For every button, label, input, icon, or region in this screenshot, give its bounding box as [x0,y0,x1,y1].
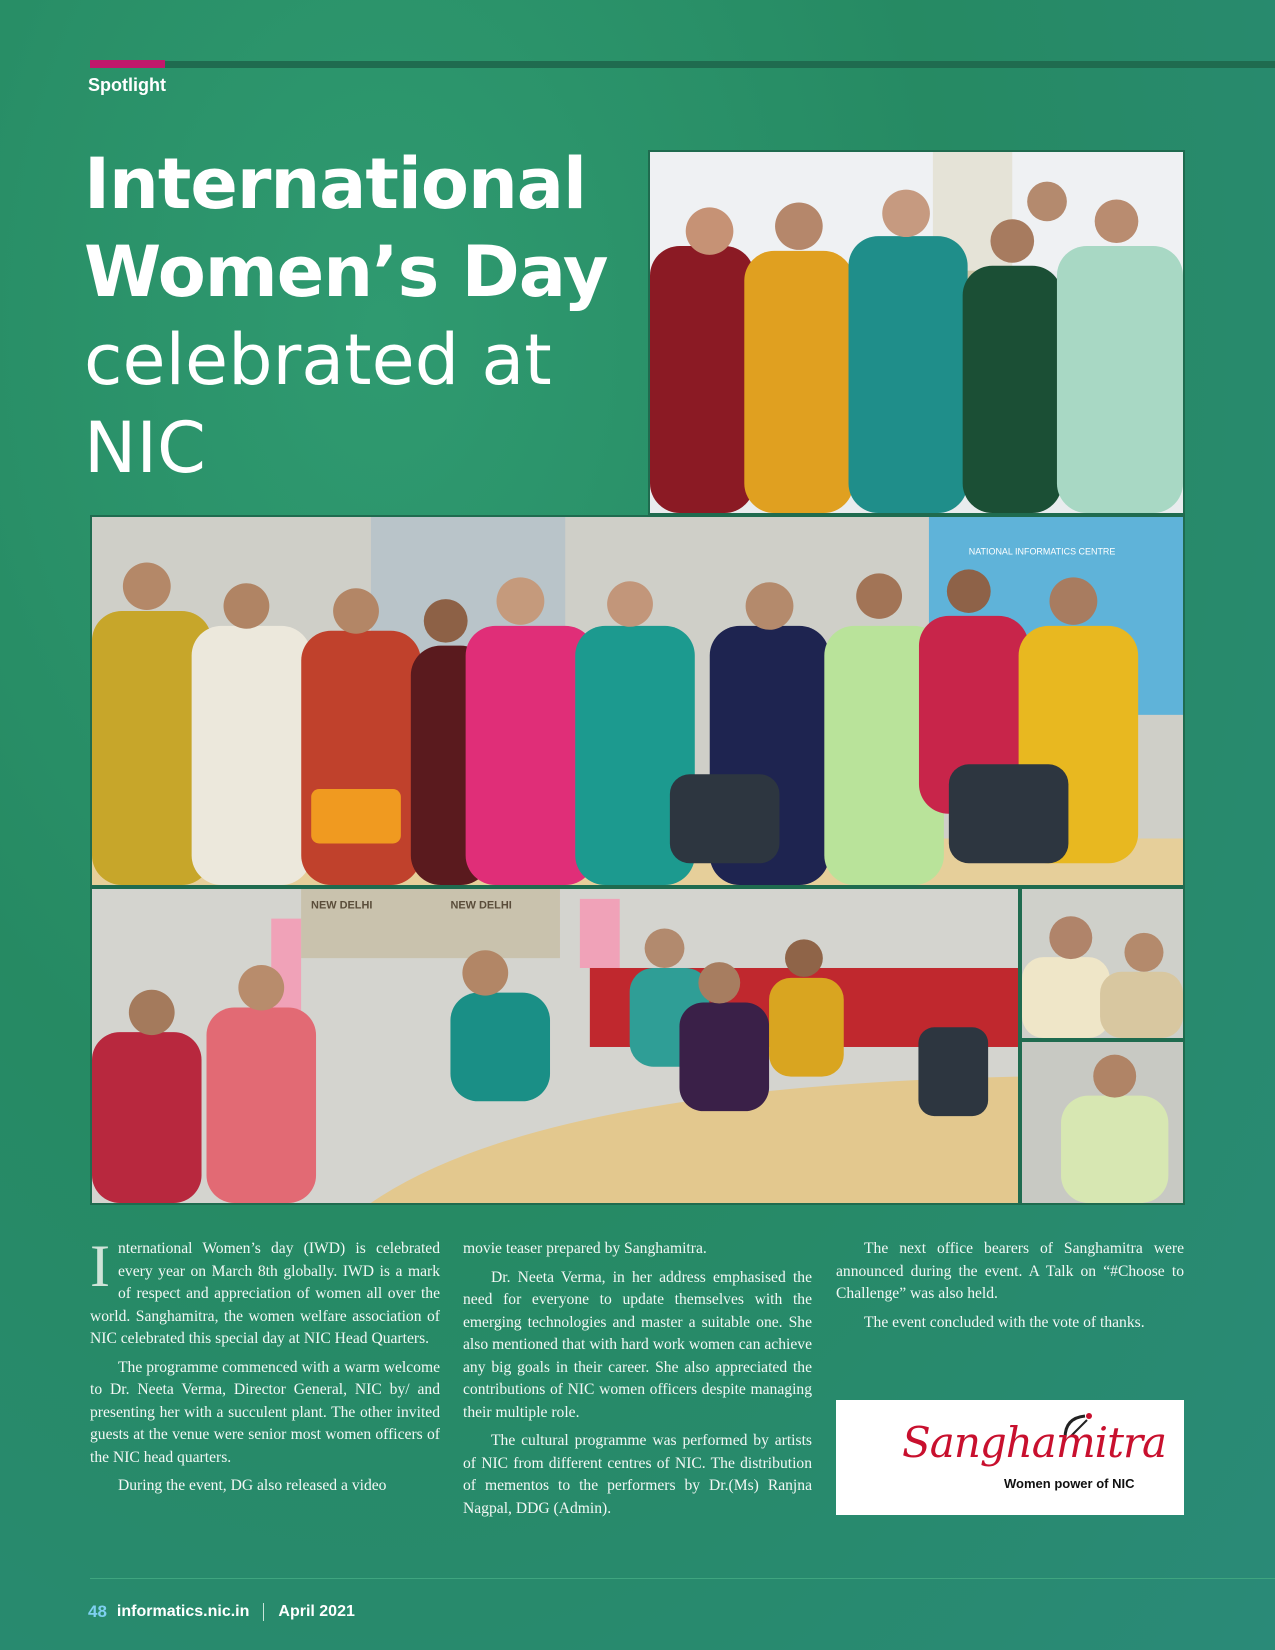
headline-line-3: celebrated at [84,319,552,401]
header-accent-bar [90,60,165,68]
article-column-1 [90,1233,440,1504]
article-column-3 [836,1238,1184,1340]
photo-sign-right: NEW DELHI [450,899,512,912]
dropcap: I [90,1233,110,1299]
sanghamitra-logo [836,1400,1184,1515]
article-column-2 [463,1238,812,1526]
article-paragraph: The next office bearers of Sanghamitra were announced during the event. A Talk on “#Choose to Challenge” was also held. [836,1240,1184,1302]
footer-separator [263,1603,264,1621]
photo-banner-text: NATIONAL INFORMATICS CENTRE [968,546,1116,557]
article-paragraph: movie teaser prepared by Sanghamitra. [463,1240,707,1257]
footer-issue: April 2021 [278,1603,355,1620]
photo-speakers [1020,887,1185,1040]
header-rule [90,61,1275,68]
headline-line-2: Women’s Day [84,231,608,313]
article-paragraph: The event concluded with the vote of thanks. [864,1313,1145,1331]
photo-meeting-table [90,887,1020,1205]
page-number: 48 [88,1602,107,1621]
photo-lamp-lighting [90,515,1185,887]
article-paragraph: The cultural programme was performed by artists of NIC from different centres of NIC. The distribution of mementos to the performers by Dr.(Ms) Ranjna Nagpal, DDG (Admin). [463,1432,812,1517]
photo-performer [1020,1040,1185,1205]
photo-sign-left: NEW DELHI [311,899,373,912]
photo-group-standing [648,150,1185,515]
headline-line-4: NIC [84,407,206,489]
headline [84,140,624,492]
footer [88,1602,355,1622]
section-label: Spotlight [88,75,166,95]
logo-name: Sanghamitra [902,1418,1167,1467]
article-text: nternational Women’s day (IWD) is celebrated every year on March 8th globally. IWD is a mark of respect and appreciation of women all over the world. Sanghamitra, the women welfare association of NIC celebrated this special day at NIC Head Quarters. [90,1240,440,1347]
article-paragraph: Dr. Neeta Verma, in her address emphasised the need for everyone to update themselves with the emerging technologies and master a suitable one. She also mentioned that with hard work women can achieve any big goals in their career. She also appreciated the contributions of NIC women officers despite managing their multiple role. [463,1268,812,1421]
article-paragraph: The programme commenced with a warm welcome to Dr. Neeta Verma, Director General, NIC by/ and presenting her with a succulent plant. The other invited guests at the venue were senior most women officers of the NIC head quarters. [90,1358,440,1466]
article-paragraph [90,1233,440,1351]
article-paragraph: During the event, DG also released a video [118,1477,387,1494]
logo-tagline: Women power of NIC [1004,1476,1135,1491]
headline-line-1: International [84,143,587,225]
footer-rule [90,1578,1275,1579]
footer-site: informatics.nic.in [116,1603,250,1620]
